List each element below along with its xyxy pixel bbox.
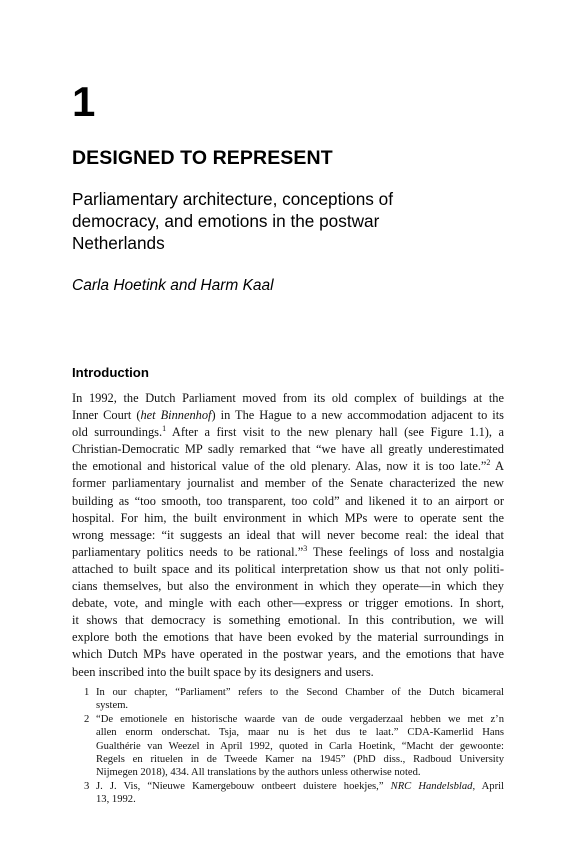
- body-line: [72, 629, 504, 646]
- text-run: parliamentary politics needs to be rational.”: [72, 544, 304, 559]
- text-run: In 1992, the Dutch Parliament moved from its old complex of buildings at the: [72, 391, 504, 405]
- chapter-title: DESIGNED TO REPRESENT: [72, 147, 333, 169]
- footnote-number: 3: [84, 780, 90, 792]
- subtitle-line: Parliamentary architecture, conceptions of: [72, 189, 393, 209]
- footnote-number: 1: [84, 687, 90, 698]
- text-run: former parliamentary journalist and member of the Senate characterized the new: [72, 476, 504, 491]
- text-run: attached to built space and its political interpretation show us that not only politi-: [72, 561, 504, 576]
- text-run: J. J. Vis, “Nieuwe Kamergebouw ontbeert duistere hoekjes,”: [96, 780, 391, 792]
- body-line: [72, 527, 504, 544]
- body-line: [72, 475, 504, 492]
- subtitle-line: democracy, and emotions in the postwar: [72, 211, 380, 231]
- text-run: ) in The Hague to a new accommodation adjacent to its: [211, 408, 504, 423]
- section-heading: Introduction: [72, 365, 149, 380]
- footnote-line: 13, 1992.: [96, 794, 136, 806]
- footnote-line: “De emotionele en historische waarde van de oude vergaderzaal hebben we met z’n: [96, 713, 504, 725]
- footnote-line: Gualthérie van Weezel in April 1992, quoted in Carla Hoetink, “Macht der gewoonte:: [96, 740, 504, 752]
- body-line: [72, 646, 504, 663]
- footnote-line: Nijmegen 2018), 434. All translations by the authors unless otherwise noted.: [96, 767, 421, 779]
- italic-term: NRC Handelsblad: [390, 780, 473, 792]
- chapter-authors: Carla Hoetink and Harm Kaal: [72, 277, 274, 294]
- body-line: [72, 441, 504, 458]
- italic-term: het Binnenhof: [140, 408, 212, 423]
- footnote-ref[interactable]: 2: [486, 458, 491, 468]
- text-run: Inner Court (: [72, 408, 141, 423]
- chapter-number: 1: [72, 78, 96, 125]
- text-run: which Dutch MPs have operated in the postwar years, and the emotions that have: [72, 647, 504, 662]
- footnote-line: [96, 780, 504, 793]
- text-run: the emotional and historical value of the old plenary. Alas, now it is too late.”: [72, 459, 487, 474]
- footnotes: [84, 686, 504, 807]
- footnote: [84, 713, 504, 780]
- subtitle-line: Netherlands: [72, 233, 165, 253]
- body-paragraph: [72, 390, 504, 681]
- body-line: [72, 493, 504, 510]
- chapter-subtitle: [72, 188, 492, 254]
- body-line: [72, 458, 504, 475]
- footnote-line: Regels en rituelen in de Tweede Kamer na 1945” (PhD diss., Radboud University: [96, 753, 504, 765]
- text-run: building as “too smooth, too transparent, too cold” and likened it to an airport or: [72, 493, 504, 508]
- text-run: A: [490, 459, 504, 474]
- body-line: [72, 510, 504, 527]
- body-line: [72, 424, 504, 441]
- footnote-number: 2: [84, 713, 90, 725]
- text-run: hospital. For him, the built environment in which MPs were to operate sent the: [72, 510, 504, 525]
- body-line: [72, 407, 504, 424]
- footnote-line: system.: [96, 700, 129, 712]
- text-run: debate, vote, and mingle with each other—express or trigger emotions. In short,: [72, 596, 504, 611]
- footnote: [84, 780, 504, 807]
- body-line: [72, 595, 504, 612]
- text-run: explore both the emotions that have been evoked by the material surroundings in: [72, 630, 504, 645]
- body-line: [72, 612, 504, 629]
- text-run: Christian-Democratic MP sadly remarked that “we have all greatly underestimated: [72, 442, 504, 457]
- text-run: These feelings of loss and nostalgia: [307, 544, 504, 559]
- text-run: wrong message: “it suggests an ideal that will never become real: the ideal that: [72, 527, 504, 542]
- footnote-ref[interactable]: 3: [303, 543, 308, 553]
- body-line: [72, 578, 504, 595]
- footnote-ref[interactable]: 1: [162, 424, 167, 434]
- footnote: [84, 686, 504, 713]
- footnote-line: In our chapter, “Parliament” refers to the Second Chamber of the Dutch bicameral: [96, 687, 504, 698]
- text-run: cians themselves, but also the environment in which they operate—in which they: [72, 579, 504, 594]
- text-run: it shows that democracy is something emotional. In this contribution, we will: [72, 613, 504, 628]
- text-run: After a first visit to the new plenary hall (see Figure 1.1), a: [166, 425, 504, 440]
- body-line: [72, 664, 504, 681]
- body-line: [72, 561, 504, 578]
- text-run: old surroundings.: [72, 425, 163, 440]
- text-run: been inscribed into the built space by its designers and users.: [72, 664, 374, 679]
- text-run: , April: [472, 780, 504, 792]
- body-line: [72, 544, 504, 561]
- body-line: [72, 390, 504, 407]
- footnote-line: allen enorm onderschat. Tsja, maar nu is het dus te laat.” CDA-Kamerlid Hans: [96, 727, 504, 739]
